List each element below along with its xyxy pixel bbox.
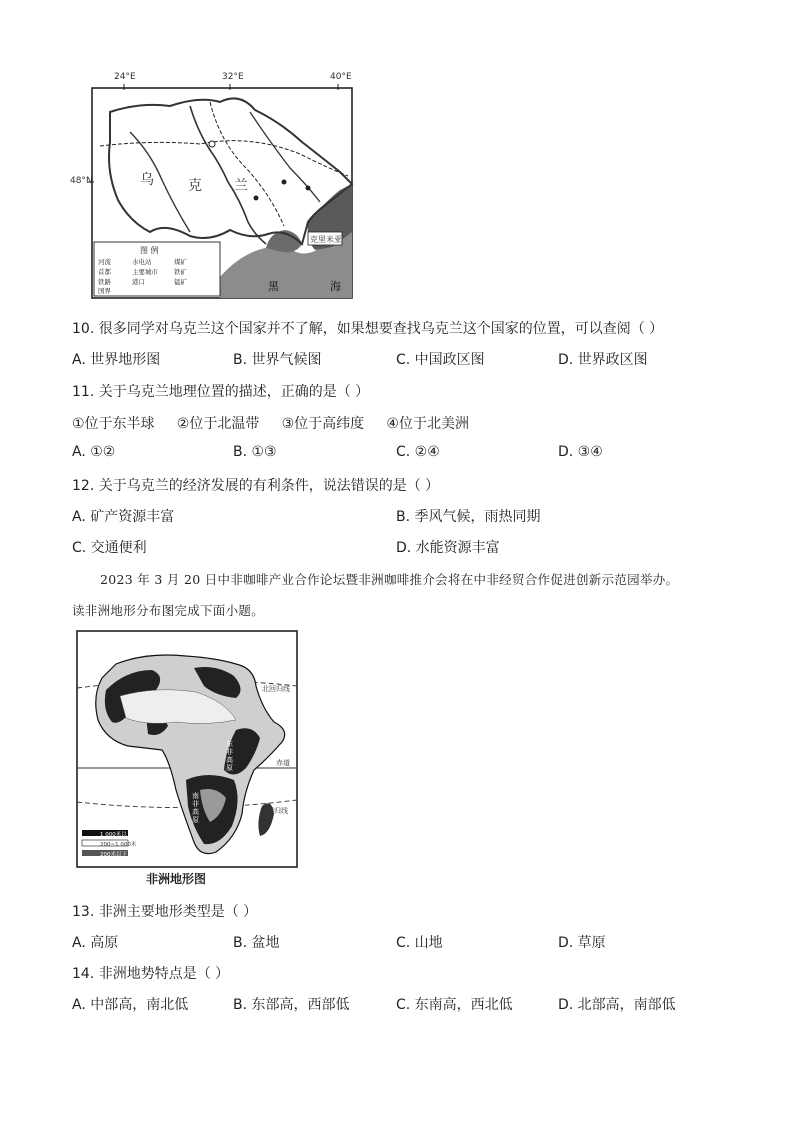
ukraine-label-1: 乌 bbox=[140, 172, 154, 188]
q11-stem: 11. 关于乌克兰地理位置的描述，正确的是（ ） bbox=[72, 384, 370, 400]
legend-item-1: 首都 bbox=[98, 268, 111, 276]
africa-map bbox=[76, 630, 298, 868]
ukraine-label-2: 克 bbox=[188, 178, 202, 194]
q10-option-a[interactable]: A. 世界地形图 bbox=[72, 352, 161, 368]
q12-option-c[interactable]: C. 交通便利 bbox=[72, 540, 147, 556]
q13-option-d[interactable]: D. 草原 bbox=[558, 935, 606, 951]
equator-label: 赤道 bbox=[276, 759, 290, 767]
tropic-cancer-label: 北回归线 bbox=[262, 685, 290, 693]
q11-statements: ①位于东半球 ②位于北温带 ③位于高纬度 ④位于北美洲 bbox=[72, 416, 469, 432]
q11-option-c[interactable]: C. ②④ bbox=[396, 444, 440, 460]
intro-line-1: 2023 年 3 月 20 日中非咖啡产业合作论坛暨非洲咖啡推介会将在中非经贸合作促进创新示范园举办。 bbox=[100, 572, 679, 587]
q14-option-d[interactable]: D. 北部高，南部低 bbox=[558, 997, 676, 1013]
legend-high: 1 000米以上 bbox=[100, 832, 133, 838]
legend-item-4: 水电站 bbox=[132, 258, 152, 266]
lon-label-32: 32°E bbox=[222, 72, 244, 82]
q14-option-c[interactable]: C. 东南高，西北低 bbox=[396, 997, 513, 1013]
sea-label-2: 海 bbox=[330, 280, 341, 293]
q14-option-a[interactable]: A. 中部高，南北低 bbox=[72, 997, 189, 1013]
south-africa-plateau-label: 南非高原 bbox=[192, 792, 199, 824]
q10-stem: 10. 很多同学对乌克兰这个国家并不了解，如果想要查找乌克兰这个国家的位置，可以查阅（ ） bbox=[72, 321, 664, 337]
legend-item-6: 港口 bbox=[132, 278, 145, 286]
q12-option-a[interactable]: A. 矿产资源丰富 bbox=[72, 509, 175, 525]
q14-stem: 14. 非洲地势特点是（ ） bbox=[72, 966, 230, 982]
q14-option-b[interactable]: B. 东部高，西部低 bbox=[233, 997, 350, 1013]
ukraine-map-graphic bbox=[70, 72, 360, 302]
q10-option-d[interactable]: D. 世界政区图 bbox=[558, 352, 648, 368]
q10-option-b[interactable]: B. 世界气候图 bbox=[233, 352, 322, 368]
q12-option-b[interactable]: B. 季风气候，雨热同期 bbox=[396, 509, 541, 525]
tropic-capricorn-label: 南回归线 bbox=[260, 807, 288, 815]
q10-option-c[interactable]: C. 中国政区图 bbox=[396, 352, 485, 368]
east-africa-plateau-label: 东非高原 bbox=[226, 740, 233, 772]
crimea-label: 克里米亚 bbox=[310, 235, 342, 244]
q11-option-d[interactable]: D. ③④ bbox=[558, 444, 603, 460]
legend-item-2: 铁路 bbox=[98, 278, 111, 286]
intro-line-2: 读非洲地形分布图完成下面小题。 bbox=[72, 603, 265, 618]
legend-low: 200米以下 bbox=[100, 852, 127, 858]
q12-stem: 12. 关于乌克兰的经济发展的有利条件，说法错误的是（ ） bbox=[72, 478, 440, 494]
lon-label-40: 40°E bbox=[330, 72, 352, 82]
legend-item-9: 锰矿 bbox=[174, 278, 187, 286]
lat-label-48: 48°N bbox=[70, 176, 93, 186]
lon-label-24: 24°E bbox=[114, 72, 136, 82]
africa-map-caption: 非洲地形图 bbox=[146, 872, 207, 886]
ukraine-label-3: 兰 bbox=[234, 178, 248, 194]
legend-item-3: 国界 bbox=[98, 287, 111, 295]
q13-stem: 13. 非洲主要地形类型是（ ） bbox=[72, 904, 258, 920]
legend-item-5: 主要城市 bbox=[132, 268, 158, 276]
legend-item-7: 煤矿 bbox=[174, 258, 187, 266]
legend-mid: 200~1 000米 bbox=[100, 842, 137, 848]
q13-option-b[interactable]: B. 盆地 bbox=[233, 935, 280, 951]
legend-item-0: 河流 bbox=[98, 258, 111, 266]
q13-option-a[interactable]: A. 高原 bbox=[72, 935, 119, 951]
q12-option-d[interactable]: D. 水能资源丰富 bbox=[396, 540, 500, 556]
q13-option-c[interactable]: C. 山地 bbox=[396, 935, 443, 951]
q11-option-b[interactable]: B. ①③ bbox=[233, 444, 277, 460]
q11-option-a[interactable]: A. ①② bbox=[72, 444, 116, 460]
legend-item-8: 铁矿 bbox=[174, 268, 187, 276]
sea-label-1: 黑 bbox=[268, 280, 279, 293]
legend-title: 图 例 bbox=[140, 246, 159, 255]
ukraine-map bbox=[70, 72, 360, 302]
